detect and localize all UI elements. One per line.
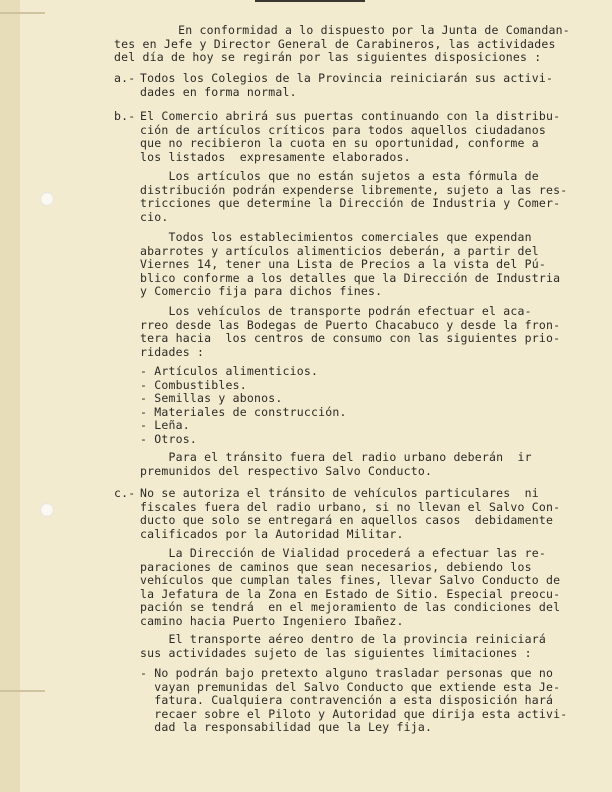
page-fold-mark [0, 12, 45, 14]
item-c-marker: c.- [114, 486, 136, 500]
binding-edge [0, 0, 20, 792]
item-b-marker: b.- [114, 109, 136, 123]
punch-hole [40, 503, 54, 517]
item-c-paragraph-3: - No podrán bajo pretexto alguno trasladar personas que no vayan premunidas del Salvo Conducto que extiende esta Je- fatura. Cualquiera contravención a esta disposición hará recaer sobre el Piloto y Autoridad que dirija esta activi- dad la responsabilidad que la Ley fija. [140, 666, 568, 734]
intro-paragraph: En conformidad a lo dispuesto por la Junta de Comandan- tes en Jefe y Director General de Carabineros, las actividades del día de hoy se regirán por las siguientes disposiciones : [114, 23, 570, 64]
punch-hole [40, 192, 54, 206]
item-b-paragraph-2: Todos los establecimientos comerciales que expendan abarrotes y artículos alimenticios deberán, a partir del Viernes 14, tener una Lista de Precios a la vista del Pú- blico conforme a los detalles que la Dirección de Industria y Comercio fija para dichos fines. [140, 230, 561, 298]
item-b-paragraph-4: Para el tránsito fuera del radio urbano deberán ir premunidos del respectivo Salvo Conducto. [140, 450, 532, 478]
top-rule [255, 0, 365, 2]
item-b-paragraph-3: Los vehículos de transporte podrán efectuar el aca- rreo desde las Bodegas de Puerto Chacabuco y desde la fron- tera hacia los centros de consumo con las siguientes prio- ridades : [140, 304, 561, 359]
priority-list: - Artículos alimenticios. - Combustibles. - Semillas y abonos. - Materiales de construcción. - Leña. - Otros. [140, 364, 347, 446]
page-fold-mark [0, 690, 45, 692]
item-b-text: El Comercio abrirá sus puertas continuando con la distribu- ción de artículos críticos para todos aquellos ciudadanos que no recibieron la cuota en su oportunidad, conforme a los listados expresamente elaborados. [140, 109, 561, 164]
item-b-paragraph-1: Los artículos que no están sujetos a esta fórmula de distribución podrán expenderse libremente, sujeto a las res- tricciones que determine la Dirección de Industria y Comer- cio. [140, 169, 568, 224]
item-c-paragraph-2: El transporte aéreo dentro de la provincia reiniciará sus actividades sujeto de las siguientes limitaciones : [140, 632, 547, 660]
item-a-text: Todos los Colegios de la Provincia reiniciarán sus activi- dades en forma normal. [140, 71, 554, 99]
item-c-paragraph-1: La Dirección de Vialidad procederá a efectuar las re- paraciones de caminos que sean necesarios, debiendo los vehículos que cumplan tales fines, llevar Salvo Conducto de la Jefatura de la Zona en Estado de Sitio. Especial preocu- pación se tendrá en el mejoramiento de las condiciones del camino hacia Puerto Ingeniero Ibañez. [140, 546, 561, 628]
item-c-text: No se autoriza el tránsito de vehículos particulares ni fiscales fuera del radio urbano, si no llevan el Salvo Con- ducto que solo se entregará en aquellos casos debidamente calificados por la Autoridad Militar. [140, 486, 561, 541]
item-a-marker: a.- [114, 71, 136, 85]
